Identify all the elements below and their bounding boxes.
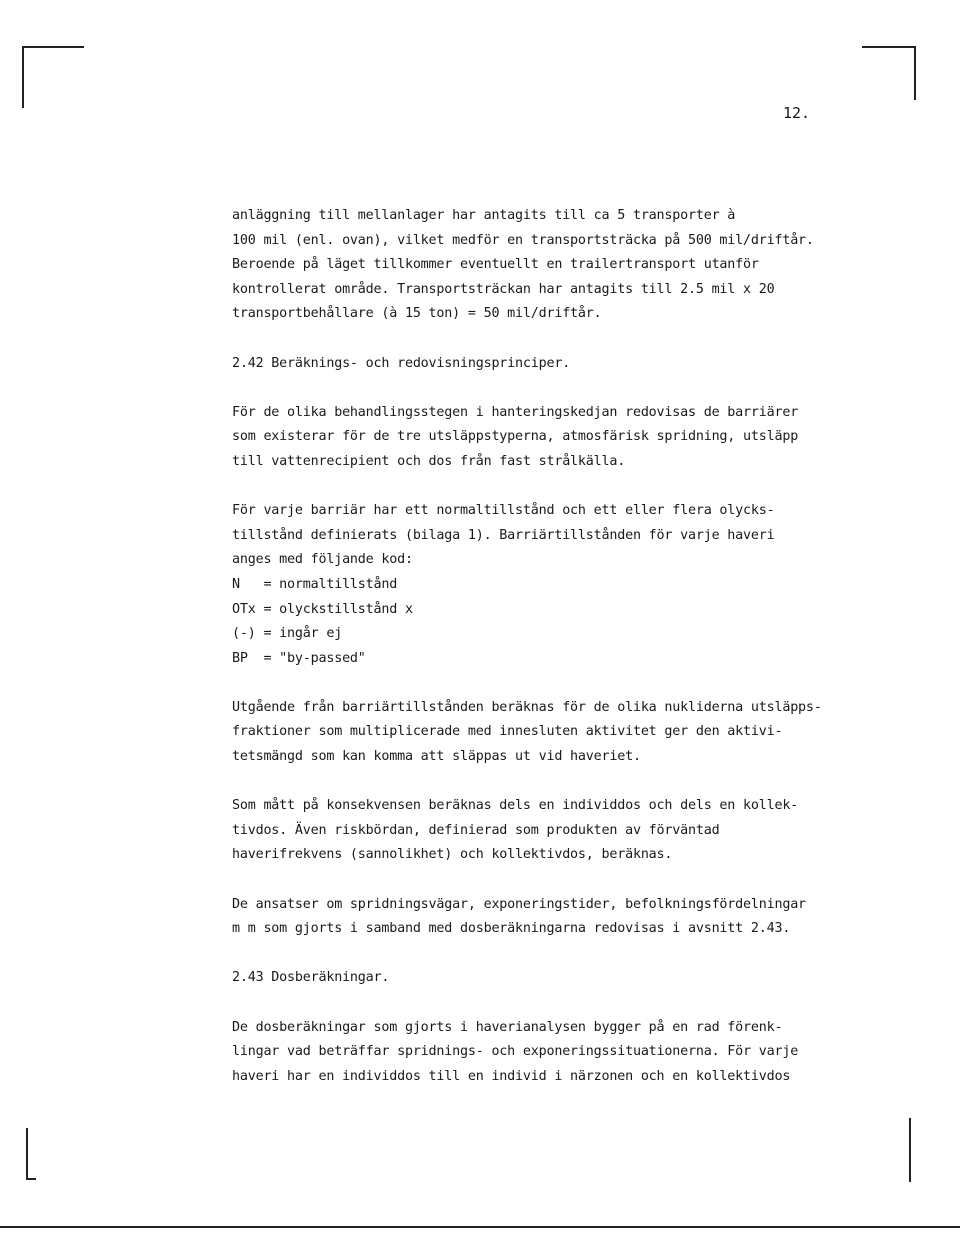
text-line: kontrollerat område. Transportsträckan har antagits till 2.5 mil x 20 — [232, 281, 775, 297]
corner-mark-bottom-left-v — [26, 1128, 28, 1180]
paragraph-gap — [232, 671, 832, 696]
text-line: (-) = ingår ej — [232, 626, 343, 642]
text-line: m m som gjorts i samband med dosberäkningarna redovisas i avsnitt 2.43. — [232, 921, 791, 937]
text-line: För varje barriär har ett normaltillstånd och ett eller flera olycks- — [232, 503, 775, 519]
text-line: 100 mil (enl. ovan), vilket medför en transportsträcka på 500 mil/driftår. — [232, 232, 814, 248]
text-line: För de olika behandlingsstegen i hanteringskedjan redovisas de barriärer — [232, 404, 799, 420]
document-body — [232, 204, 832, 1089]
paragraph — [232, 1016, 832, 1090]
paragraph-gap — [232, 475, 832, 500]
paragraph — [232, 204, 832, 327]
paragraph — [232, 696, 832, 770]
paragraph-gap — [232, 376, 832, 401]
corner-mark-top-right-v — [914, 46, 916, 100]
text-line: haverifrekvens (sannolikhet) och kollektivdos, beräknas. — [232, 847, 673, 863]
text-line: som existerar för de tre utsläppstyperna, atmosfärisk spridning, utsläpp — [232, 429, 799, 445]
paragraph — [232, 499, 832, 671]
text-line: lingar vad beträffar spridnings- och exponeringssituationerna. För varje — [232, 1044, 799, 1060]
corner-mark-top-right-h — [862, 46, 916, 48]
corner-mark-top-left-h — [22, 46, 84, 48]
text-line: till vattenrecipient och dos från fast strålkälla. — [232, 453, 626, 469]
text-line: OTx = olyckstillstånd x — [232, 601, 413, 617]
corner-mark-top-left-v — [22, 46, 24, 108]
text-line: De ansatser om spridningsvägar, exponeringstider, befolkningsfördelningar — [232, 896, 806, 912]
text-line: tillstånd definierats (bilaga 1). Barriärtillstånden för varje haveri — [232, 527, 775, 543]
paragraph-gap — [232, 327, 832, 352]
text-line: Som mått på konsekvensen beräknas dels en individdos och dels en kollek- — [232, 798, 799, 814]
section-heading — [232, 352, 832, 377]
page-number: 12. — [783, 104, 811, 122]
text-line: tivdos. Även riskbördan, definierad som produkten av förväntad — [232, 822, 720, 838]
text-line: 2.43 Dosberäkningar. — [232, 970, 390, 986]
text-line: anges med följande kod: — [232, 552, 413, 568]
text-line: anläggning till mellanlager har antagits till ca 5 transporter à — [232, 208, 736, 223]
text-line: fraktioner som multiplicerade med innesluten aktivitet ger den aktivi- — [232, 724, 783, 740]
text-line: N = normaltillstånd — [232, 576, 398, 592]
text-line: 2.42 Beräknings- och redovisningsprinciper. — [232, 355, 571, 371]
paragraph — [232, 401, 832, 475]
paragraph-gap — [232, 770, 832, 795]
text-line: De dosberäkningar som gjorts i haverianalysen bygger på en rad förenk- — [232, 1019, 783, 1035]
text-line: tetsmängd som kan komma att släppas ut vid haveriet. — [232, 749, 641, 765]
text-line: transportbehållare (à 15 ton) = 50 mil/driftår. — [232, 306, 602, 322]
corner-mark-bottom-right-v — [909, 1118, 911, 1182]
text-line: BP = "by-passed" — [232, 650, 366, 666]
paragraph — [232, 893, 832, 942]
text-line: Beroende på läget tillkommer eventuellt en trailertransport utanför — [232, 257, 759, 273]
bottom-rule — [0, 1226, 960, 1228]
section-heading — [232, 966, 832, 991]
paragraph-gap — [232, 991, 832, 1016]
text-line: haveri har en individdos till en individ i närzonen och en kollektivdos — [232, 1068, 791, 1084]
corner-mark-bottom-left-h — [26, 1178, 36, 1180]
paragraph — [232, 794, 832, 868]
text-line: Utgående från barriärtillstånden beräknas för de olika nukliderna utsläpps- — [232, 699, 822, 715]
paragraph-gap — [232, 868, 832, 893]
paragraph-gap — [232, 942, 832, 967]
